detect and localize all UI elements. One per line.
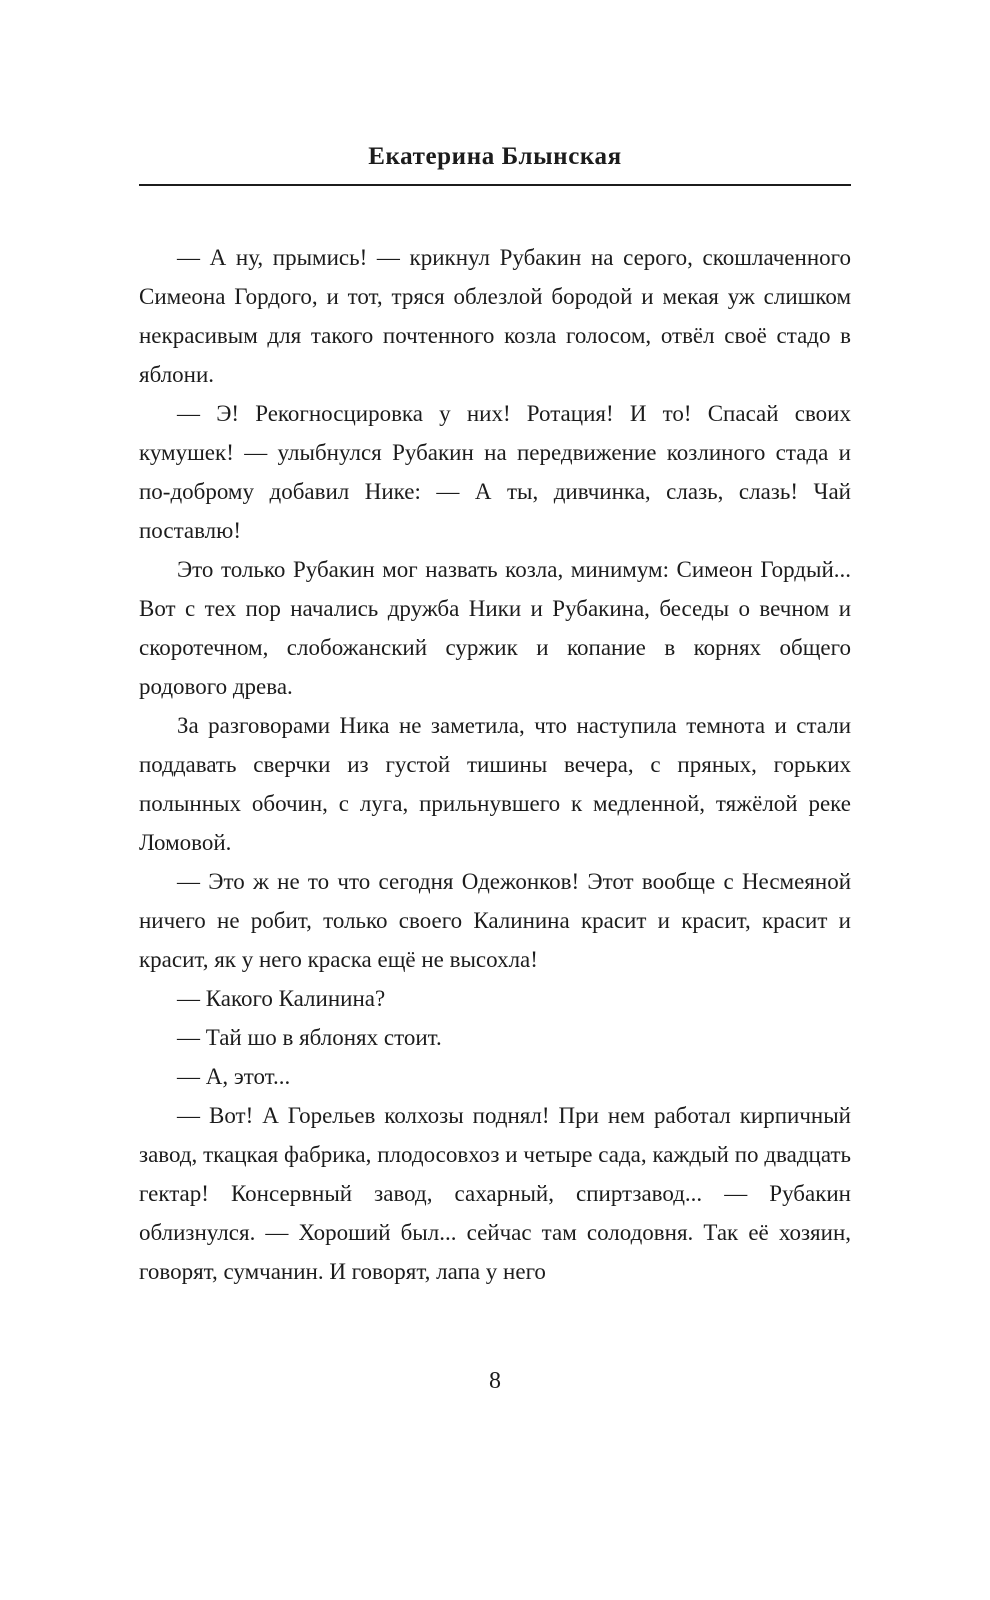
paragraph: — Вот! А Горельев колхозы поднял! При нем работал кирпичный завод, ткацкая фабрика, плодосовхоз и четыре сада, каждый по двадцать гектар! Консервный завод, сахарный, спиртзавод... — Рубакин облизнулся. — Хороший был... сейчас там солодовня. Так её хозяин, говорят, сумчанин. И говорят, лапа у него: [139, 1103, 851, 1284]
paragraph: — Это ж не то что сегодня Одежонков! Этот вообще с Несмеяной ничего не робит, только своего Калинина красит и красит, красит и красит, як у него краска ещё не высохла!: [139, 869, 851, 972]
paragraph: Это только Рубакин мог назвать козла, минимум: Симеон Гордый... Вот с тех пор начались дружба Ники и Рубакина, беседы о вечном и скоротечном, слобожанский суржик и копание в корнях общего родового древа.: [139, 557, 851, 699]
running-head-author: Екатерина Блынская: [368, 143, 622, 170]
paragraph: За разговорами Ника не заметила, что наступила темнота и стали поддавать сверчки из густой тишины вечера, с пряных, горьких полынных обочин, с луга, прильнувшего к медленной, тяжёлой реке Ломовой.: [139, 713, 851, 855]
paragraph: — А, этот...: [177, 1064, 291, 1089]
paragraph: — Тай шо в яблонях стоит.: [177, 1025, 442, 1050]
paragraph: — А ну, прымись! — крикнул Рубакин на серого, скошлаченного Симеона Гордого, и тот, тряся облезлой бородой и мекая уж слишком некрасивым для такого почтенного козла голосом, отвёл своё стадо в яблони.: [139, 245, 851, 387]
header-rule: [139, 184, 851, 186]
page-body-text: [139, 238, 851, 1291]
page-number: 8: [489, 1368, 501, 1394]
paragraph: — Э! Рекогносцировка у них! Ротация! И то! Спасай своих кумушек! — улыбнулся Рубакин на передвижение козлиного стада и по-доброму добавил Нике: — А ты, дивчинка, слазь, слазь! Чай поставлю!: [139, 401, 851, 543]
paragraph: — Какого Калинина?: [177, 986, 386, 1011]
